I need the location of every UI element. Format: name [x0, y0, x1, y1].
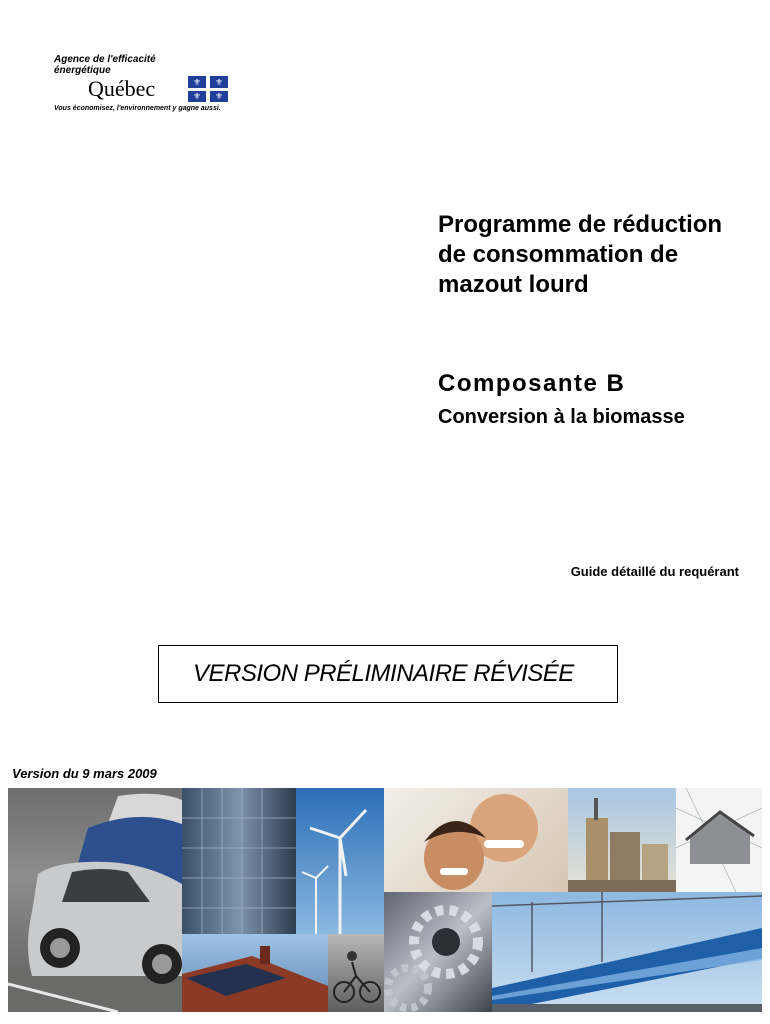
wind-turbine-photo: [296, 788, 384, 934]
cyclist-photo: [328, 934, 384, 1012]
agency-name-line1: Agence de l'efficacité: [54, 54, 156, 65]
component-heading: Composante B: [438, 370, 626, 397]
quebec-wordmark: Québec: [88, 76, 156, 101]
agency-name-line2: énergétique: [54, 65, 111, 76]
program-title-line2: de consommation de: [438, 241, 679, 268]
building-photo: [182, 788, 296, 934]
train-photo: [492, 892, 762, 1012]
quebec-flag-icon: ⚜ ⚜ ⚜ ⚜: [188, 76, 228, 102]
version-date: Version du 9 mars 2009: [12, 766, 157, 781]
factory-photo: [568, 788, 676, 892]
guide-label: Guide détaillé du requérant: [570, 564, 739, 579]
program-title: [438, 210, 758, 300]
agency-slogan: Vous économisez, l'environnement y gagne aussi.: [54, 105, 221, 112]
component-subtitle: Conversion à la biomasse: [438, 406, 685, 428]
program-title-line3: mazout lourd: [438, 271, 589, 298]
people-photo: [384, 788, 568, 892]
solar-roof-photo: [182, 934, 328, 1012]
agency-name: [54, 54, 194, 76]
version-banner-text: VERSION PRÉLIMINAIRE RÉVISÉE: [193, 660, 574, 687]
version-banner: [158, 645, 618, 703]
photo-collage: [8, 788, 762, 1012]
program-title-line1: Programme de réduction: [438, 211, 723, 238]
agency-logo: [52, 52, 252, 122]
gears-photo: [384, 892, 492, 1012]
car-photo: [8, 788, 182, 1012]
house-plan-photo: [676, 788, 762, 892]
